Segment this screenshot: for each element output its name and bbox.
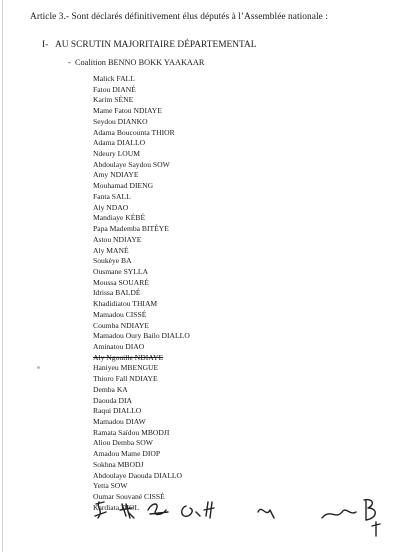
- deputy-name: Soukèye BA: [93, 256, 132, 266]
- section-title: AU SCRUTIN MAJORITAIRE DÉPARTEMENTAL: [55, 40, 257, 50]
- deputy-name: Ndeury LOUM: [93, 149, 141, 159]
- signatures-area: [0, 490, 400, 552]
- deputy-name: Adama DIALLO: [93, 138, 146, 148]
- coalition-heading: [68, 58, 204, 67]
- deputy-name: Abdoulaye Saydou SOW: [93, 159, 170, 169]
- signature-mark: [372, 522, 380, 536]
- deputy-name: Mamadou Oury Bailo DIALLO: [93, 331, 190, 341]
- deputy-name: Malick FALL: [93, 74, 135, 83]
- deputy-name: Ramata Saïdou MBODJI: [93, 427, 170, 437]
- article-heading: Article 3.- Sont déclarés définitivement élus députés à l’Assemblée nationale :: [30, 12, 328, 22]
- deputy-name: Astou NDIAYE: [93, 234, 142, 244]
- deputy-name: Oumar Souvané CISSÉ: [93, 492, 165, 502]
- signatures-drawing: [0, 490, 400, 552]
- deputy-name: Papa Mademba BITÈYE: [93, 224, 169, 234]
- deputy-name: Mame Fatou NDIAYE: [93, 106, 162, 116]
- deputy-name: Abdoulaye Daouda DIALLO: [93, 470, 182, 480]
- deputy-name: Amadou Mame DIOP: [93, 449, 161, 459]
- scan-speck: [37, 366, 40, 369]
- signature-mark: [258, 509, 274, 518]
- deputy-name: Seydou DIANKO: [93, 116, 148, 126]
- deputies-list: [93, 74, 190, 513]
- deputy-name: Adama Boucounta THIOR: [93, 127, 175, 137]
- deputy-name: Mandiaye KÉBÉ: [93, 213, 146, 223]
- coalition-name: Coalition BENNO BOKK YAAKAAR: [75, 58, 205, 67]
- deputy-name: Idrissa BALDÉ: [93, 288, 141, 298]
- deputy-name: Haniyeu MBENGUE: [93, 363, 159, 373]
- deputy-name: Aly Ngouille NDIAYE: [93, 352, 164, 362]
- deputy-name: Ousmane SYLLA: [93, 266, 149, 276]
- signature-mark: [204, 502, 214, 518]
- deputy-name: Sokhna MBODJ: [93, 459, 144, 469]
- signature-mark: [322, 510, 356, 518]
- deputy-name: Aly NDAO: [93, 202, 129, 212]
- deputy-name: Fanta SALL: [93, 191, 131, 201]
- deputy-name: Karim SÈNE: [93, 95, 134, 105]
- deputy-name: Khadidiatou THIAM: [93, 299, 158, 309]
- signature-mark: [364, 500, 375, 520]
- signature-mark: [148, 504, 168, 515]
- deputy-name: Thioro Fall NDIAYE: [93, 374, 158, 384]
- deputy-name: Amy NDIAYE: [93, 170, 139, 180]
- signature-mark: [120, 504, 134, 518]
- deputy-name: Mamadou DIAW: [93, 417, 146, 426]
- deputy-name: Kardiata DIOL: [93, 502, 140, 512]
- deputy-name: Daouda DIA: [93, 395, 133, 405]
- page-edge-line: [2, 0, 3, 552]
- deputy-name: Mouhamad DIENG: [93, 181, 154, 191]
- deputy-name: Demba KA: [93, 384, 128, 394]
- deputy-name: Mamadou CISSÉ: [93, 309, 147, 319]
- deputy-name: Aliou Demba SOW: [93, 438, 153, 448]
- section-heading: [42, 40, 257, 50]
- coalition-dash: -: [68, 58, 71, 67]
- deputy-name: Yetta SOW: [93, 481, 128, 491]
- section-number: I-: [42, 40, 49, 50]
- deputy-name: Coumba NDIAYE: [93, 320, 150, 330]
- signature-mark: [182, 506, 200, 516]
- deputy-name: Aminatou DIAO: [93, 341, 145, 351]
- signature-mark: [95, 502, 106, 518]
- deputy-name: Moussa SOUARÉ: [93, 277, 149, 287]
- deputy-name: Raqui DIALLO: [93, 406, 142, 416]
- deputy-name: Fatou DIANÉ: [93, 84, 136, 94]
- deputy-name: Aly MANÉ: [93, 245, 129, 255]
